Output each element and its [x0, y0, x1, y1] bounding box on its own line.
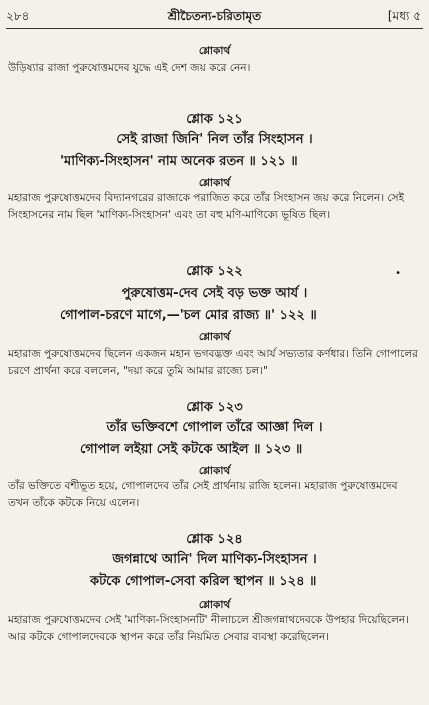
- verse-121-line-2: 'মাণিক্য-সিংহাসন' নাম অনেক রতন ॥ ১২১ ॥: [60, 154, 298, 169]
- verse-121-translation-label: শ্লোকার্থ: [198, 177, 231, 189]
- page-number: ২৮৪: [6, 9, 30, 23]
- verse-122-heading: শ্লোক ১২২: [186, 264, 243, 279]
- running-title: শ্রীচৈতন্য-চরিতামৃত: [167, 9, 262, 23]
- header-rule: [6, 28, 423, 29]
- verse-122-translation-label: শ্লোকার্থ: [198, 331, 231, 343]
- verse-124-line-2: কটকে গোপাল-সেবা করিল স্থাপন ॥ ১২৪ ॥: [90, 574, 317, 589]
- chapter-marker: [মধ্য ৫: [387, 9, 421, 23]
- verse-123-translation-text: তাঁর ভক্তিতে বশীভূত হয়ে, গোপালদেব তাঁর সেই প্রার্থনায় রাজি হলেন। মহারাজ পুরুষোত্তমদেব তখন তাঁকে কটকে নিয়ে এলেন।: [8, 480, 398, 509]
- verse-123-translation-label: শ্লোকার্থ: [198, 465, 231, 477]
- verse-124-translation-label: শ্লোকার্থ: [198, 599, 231, 611]
- speck-mark: •: [395, 268, 401, 279]
- verse-121-heading: শ্লোক ১২১: [186, 112, 243, 127]
- verse-124-heading: শ্লোক ১২৪: [186, 532, 243, 547]
- verse-123-line-2: গোপাল লইয়া সেই কটকে আইল ॥ ১২৩ ॥: [80, 442, 303, 457]
- verse-122-line-2: গোপাল-চরণে মাগে,—'চল মোর রাজ্য ॥' ১২২ ॥: [60, 308, 317, 323]
- verse-121-line-1: সেই রাজা জিনি' নিল তাঁর সিংহাসন ।: [116, 132, 313, 147]
- intro-translation-text: উড়িষ্যার রাজা পুরুষোত্তমদেব যুদ্ধে এই দেশ জয় করে নেন।: [8, 62, 251, 74]
- verse-123-heading: শ্লোক ১২৩: [186, 400, 243, 415]
- page-header: [6, 6, 423, 28]
- verse-122-line-1: পুরুষোত্তম-দেব সেই বড় ভক্ত আর্য ।: [121, 286, 308, 301]
- verse-123-line-1: তাঁর ভক্তিবশে গোপাল তাঁরে আজ্ঞা দিল ।: [106, 420, 323, 435]
- verse-122-translation-text: মহারাজ পুরুষোত্তমদেব ছিলেন একজন মহান ভগবদ্ভক্ত এবং আর্য সভ্যতার কর্ণধার। তিনি গোপালের চরণে প্রার্থনা করে বললেন, "দয়া করে তুমি আমার রাজ্যে চল।": [8, 348, 418, 377]
- intro-translation-label: শ্লোকার্থ: [198, 45, 231, 57]
- verse-121-translation-text: মহারাজ পুরুষোত্তমদেব বিদ্যানগরের রাজাকে পরাজিত করে তাঁর সিংহাসন জয় করে নিলেন। সেই সিংহাসনের নাম ছিল 'মাণিক্য-সিংহাসন' এবং তা বহু মণি-মাণিক্যে ভূষিত ছিল।: [8, 192, 405, 221]
- verse-124-line-1: জগন্নাথে আনি' দিল মাণিক্য-সিংহাসন ।: [112, 552, 317, 567]
- verse-124-translation-text: মহারাজ পুরুষোত্তমদেব সেই 'মাণিক্য-সিংহাসনটি' নীলাচলে শ্রীজগন্নাথদেবকে উপহার দিয়েছিলেন। আর কটকে গোপালদেবকে স্থাপন করে তাঁর নিয়মিত সেবার ব্যবস্থা করেছিলেন।: [8, 614, 409, 643]
